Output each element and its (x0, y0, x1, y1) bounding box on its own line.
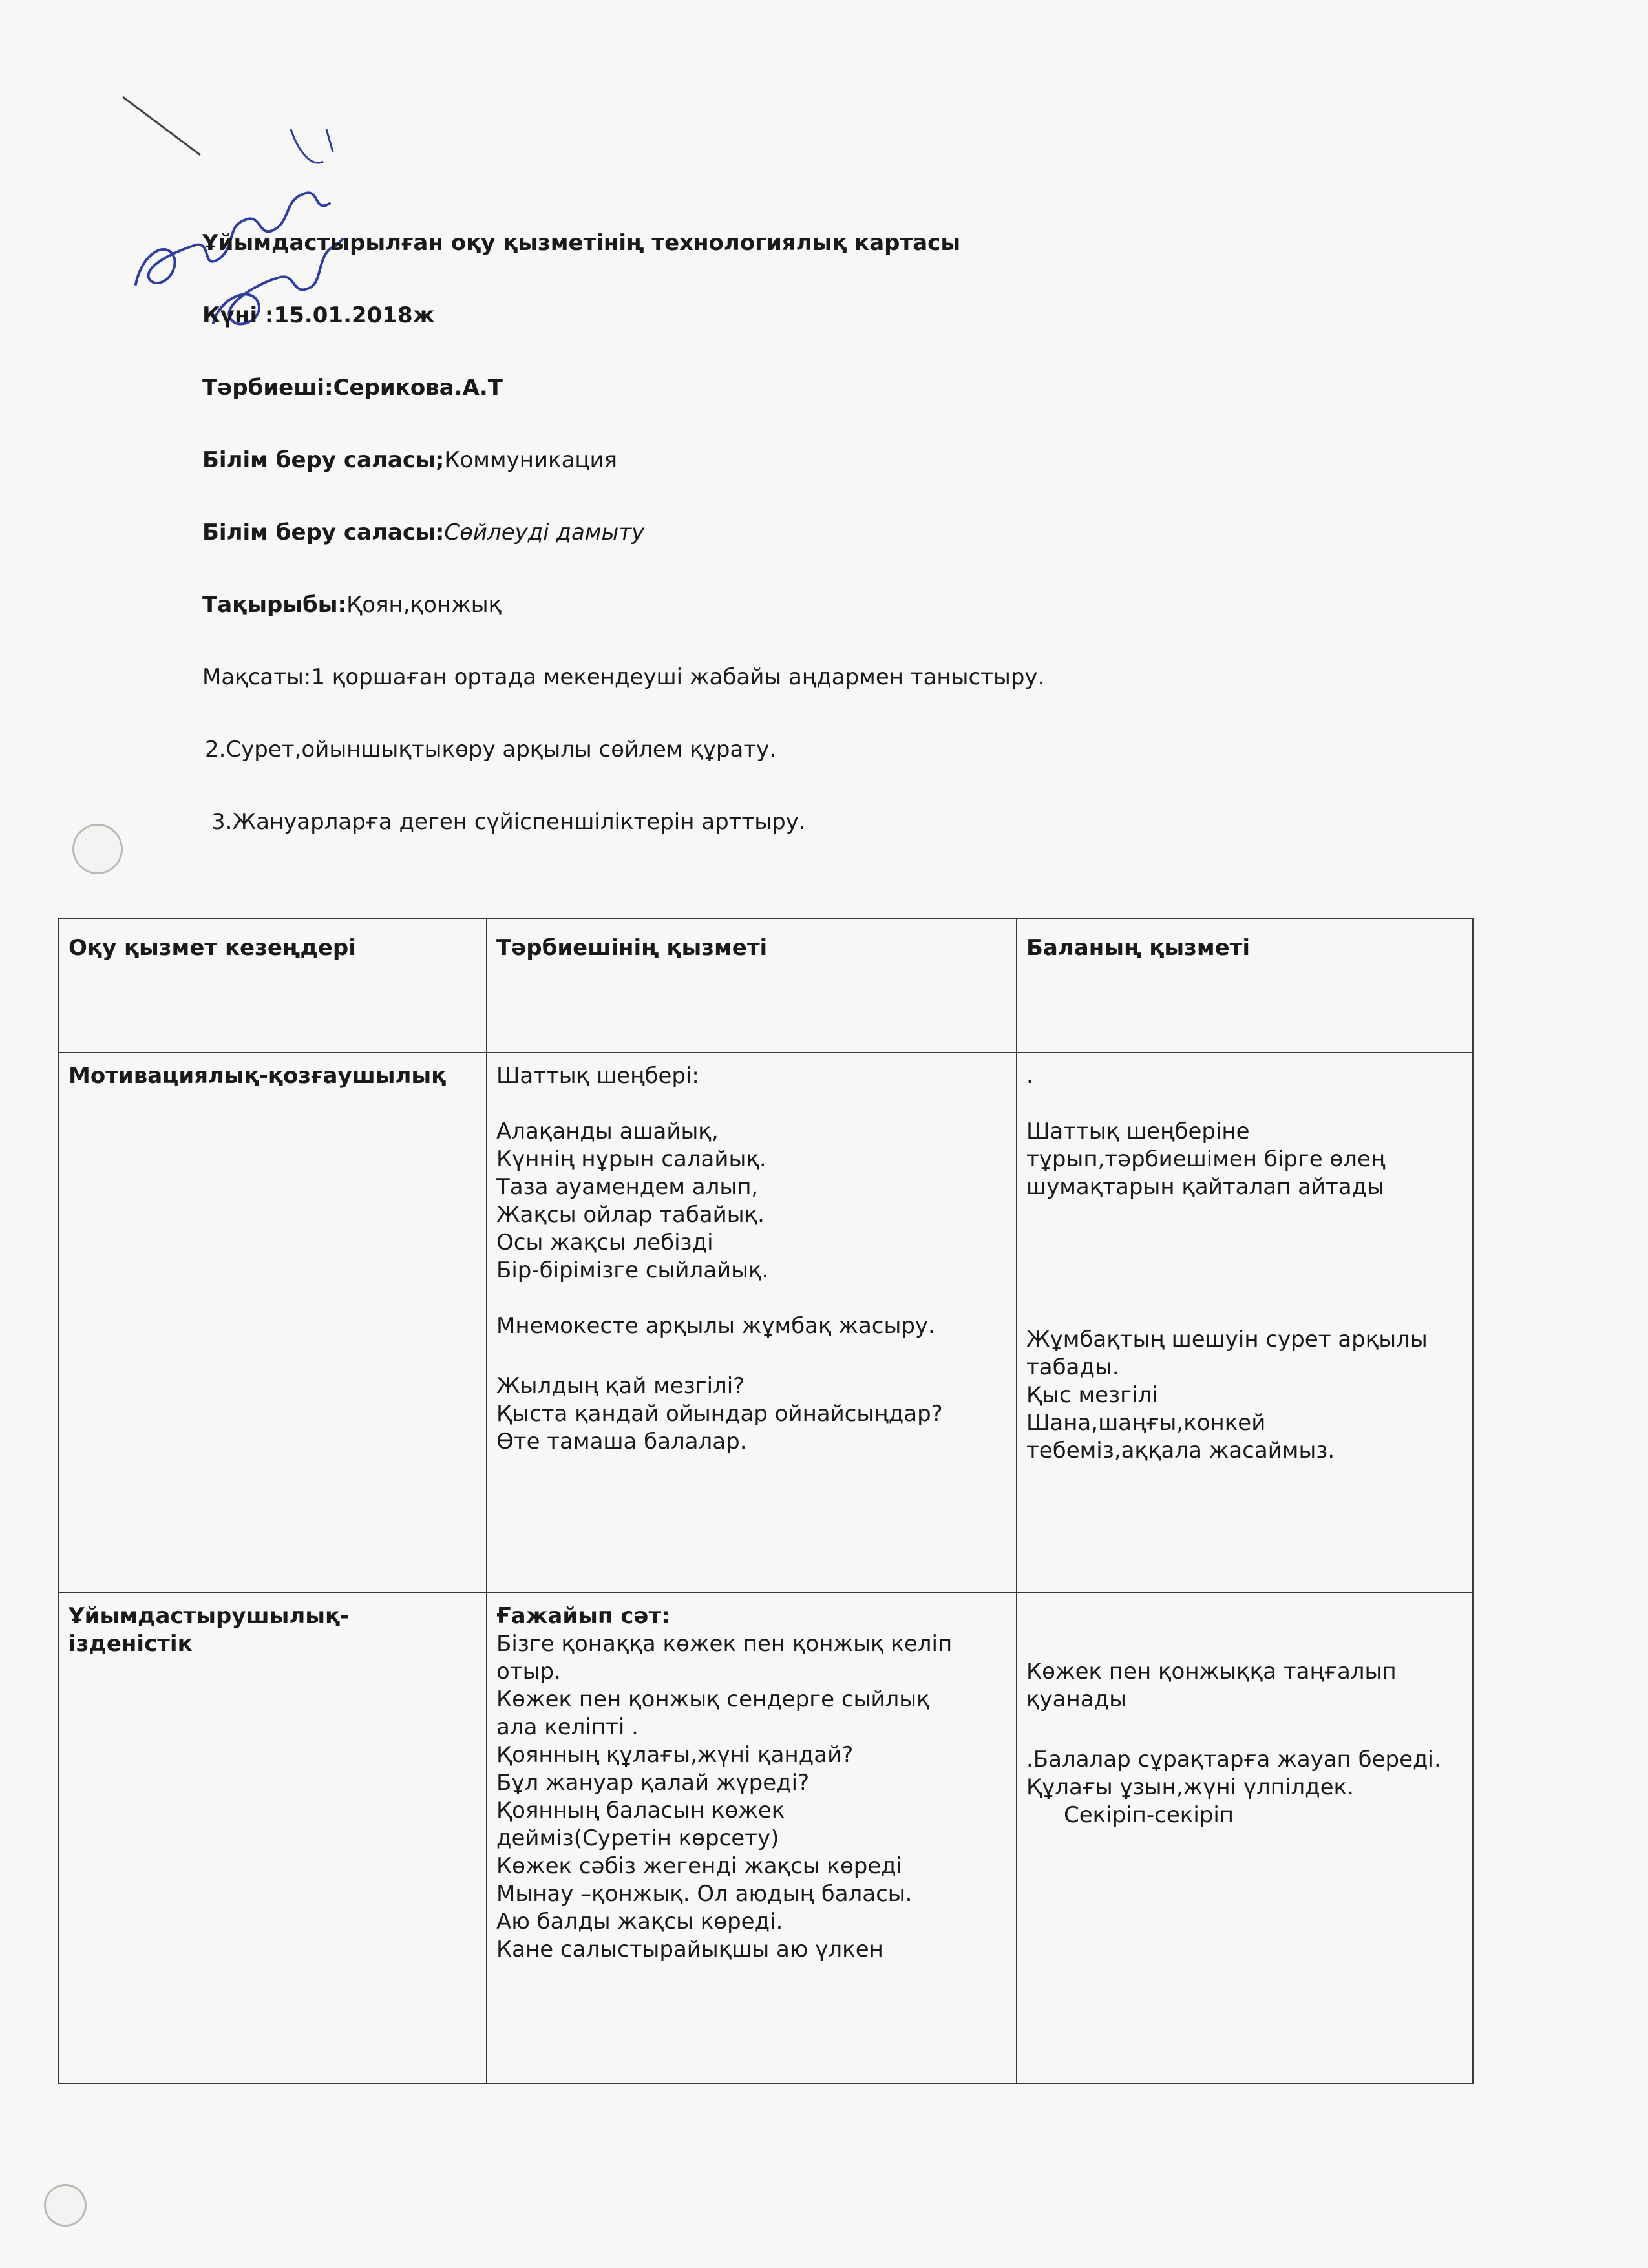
punch-hole (72, 824, 123, 874)
table-row-organizational (59, 1593, 1473, 2084)
teacher-line: Тәрбиеші:Серикова.А.Т (202, 375, 503, 401)
goal-line-2: 2.Сурет,ойыншықтыкөру арқылы сөйлем құрату. (205, 737, 777, 762)
goal-line-1: Мақсаты:1 қоршаған ортада мекендеуші жабайы аңдармен таныстыру. (202, 664, 1045, 690)
document-title: Ұйымдастырылған оқу қызметінің технологиялық картасы (202, 230, 961, 256)
table-header-row (59, 918, 1473, 1053)
column-header-stages: Оқу қызмет кезеңдері (59, 918, 487, 1053)
stage-cell: Ұйымдастырушылық- ізденістік (59, 1593, 487, 2084)
table-row-motivation (59, 1053, 1473, 1593)
education-area-line-2: Білім беру саласы:Сөйлеуді дамыту (202, 520, 645, 545)
column-header-teacher: Тәрбиешінің қызметі (487, 918, 1017, 1053)
teacher-activity-cell: Шаттық шеңбері: Алақанды ашайық, Күннің нұрын салайық. Таза ауамендем алып, Жақсы ойлар табайық. Осы жақсы лебізді Бір-бірімізге сыйлайық. Мнемокесте арқылы жұмбақ жасыру. Жылдың қай мезгілі? Қыста қандай ойындар ойнайсыңдар? Өте тамаша балалар. (487, 1053, 1017, 1593)
lesson-plan-table (58, 918, 1474, 2084)
column-header-child: Баланың қызметі (1017, 918, 1473, 1053)
child-activity-cell: . Шаттық шеңберіне тұрып,тәрбиешімен бірге өлең шумақтарын қайталап айтады Жұмбақтың шешуін сурет арқылы табады. Қыс мезгілі Шана,шаңғы,конкей тебеміз,аққала жасаймыз. (1017, 1053, 1473, 1593)
punch-hole (44, 2184, 87, 2227)
education-area-line: Білім беру саласы;Коммуникация (202, 447, 618, 473)
goal-line-3: 3.Жануарларға деген сүйіспеншіліктерін арттыру. (211, 809, 806, 835)
topic-line: Тақырыбы:Қоян,қонжық (202, 592, 502, 618)
stage-cell: Мотивациялық-қозғаушылық (59, 1053, 487, 1593)
date-line: Күні :15.01.2018ж (202, 302, 435, 328)
teacher-activity-cell: Ғажайып сәт: Бізге қонаққа көжек пен қонжық келіп отыр. Көжек пен қонжық сендерге сыйлық ала келіпті . Қоянның құлағы,жүні қандай? Бұл жануар қалай жүреді? Қоянның баласын көжек дейміз(Суретін көрсету) Көжек сәбіз жегенді жақсы көреді Мынау –қонжық. Ол аюдың баласы. Аю балды жақсы көреді. Кане салыстырайықшы аю үлкен (487, 1593, 1017, 2084)
child-activity-cell: Көжек пен қонжыққа таңғалып қуанады .Балалар сұрақтарға жауап береді. Құлағы ұзын,жүні үлпілдек. Секіріп-секіріп (1017, 1593, 1473, 2084)
